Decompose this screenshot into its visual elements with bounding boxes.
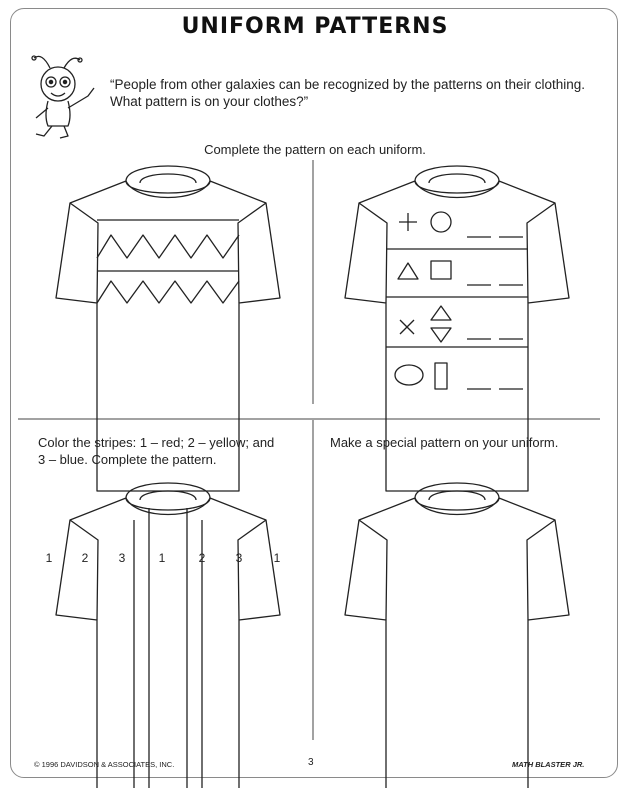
instruction-color-stripes-line1: Color the stripes: 1 – red; 2 – yellow; and [38, 435, 275, 450]
alien-mascot-icon [32, 56, 94, 138]
stripe-number-5: 2 [198, 551, 206, 565]
shirt-shapes [345, 166, 569, 491]
instruction-special-pattern: Make a special pattern on your uniform. [330, 435, 559, 450]
stripe-number-1: 1 [45, 551, 53, 565]
stripe-numbers [46, 551, 281, 565]
instruction-color-stripes-line2: 3 – blue. Complete the pattern. [38, 452, 217, 467]
brand-logo: MATH BLASTER JR. [512, 760, 585, 769]
stripe-number-2: 2 [81, 551, 89, 565]
stripe-number-4: 1 [158, 551, 166, 565]
stripe-number-6: 3 [235, 551, 243, 565]
copyright-text: © 1996 DAVIDSON & ASSOCIATES, INC. [34, 760, 175, 769]
shirt-zigzag [56, 166, 280, 491]
stripe-number-7: 1 [273, 551, 281, 565]
shirt-stripes [56, 483, 280, 788]
stripe-number-3: 3 [118, 551, 126, 565]
instruction-complete-pattern: Complete the pattern on each uniform. [204, 142, 426, 157]
shirt-blank [345, 483, 569, 788]
page-title: UNIFORM PATTERNS [181, 14, 449, 39]
page-number: 3 [308, 757, 314, 768]
alien-quote: “People from other galaxies can be recognized by the patterns on their clothing. What pattern is on your clothes?” [110, 77, 586, 109]
